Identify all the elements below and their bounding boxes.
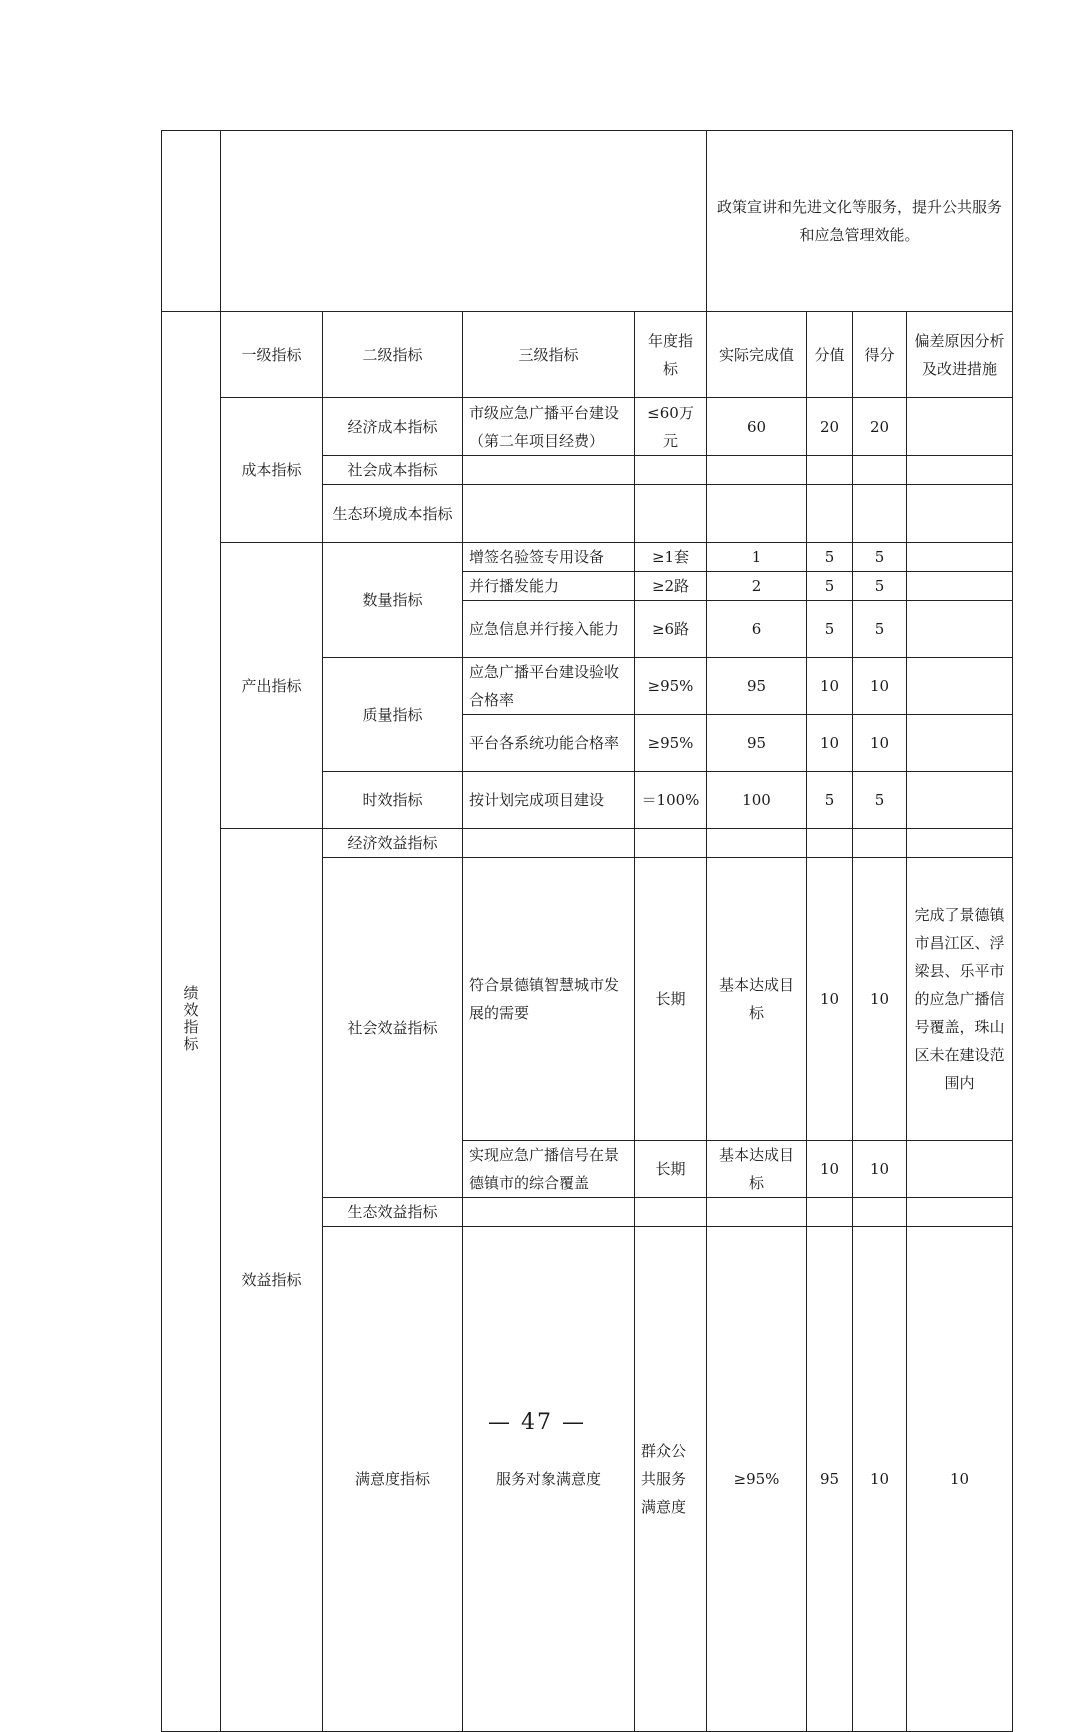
actual-value: 1 xyxy=(707,543,807,572)
blank-cell xyxy=(807,485,853,543)
level3-label: 并行播发能力 xyxy=(463,572,635,601)
blank-cell xyxy=(635,456,707,485)
level3-label: 符合景德镇智慧城市发展的需要 xyxy=(463,858,635,1141)
blank-cell xyxy=(463,829,635,858)
actual-value: 60 xyxy=(707,398,807,456)
deviation-cell xyxy=(907,1141,1013,1198)
blank-cell xyxy=(853,485,907,543)
score-got: 10 xyxy=(853,1141,907,1198)
level2-label: 生态效益指标 xyxy=(323,1198,463,1227)
level3-label: 增签名验签专用设备 xyxy=(463,543,635,572)
blank-cell xyxy=(907,829,1013,858)
actual-value: 95 xyxy=(807,1227,853,1732)
score-got: 5 xyxy=(853,772,907,829)
level2-label: 社会效益指标 xyxy=(323,858,463,1198)
annual-target: ≥1套 xyxy=(635,543,707,572)
deviation-cell xyxy=(907,715,1013,772)
score-got: 5 xyxy=(853,572,907,601)
level2-label: 经济成本指标 xyxy=(323,398,463,456)
policy-text: 政策宣讲和先进文化等服务，提升公共服务和应急管理效能。 xyxy=(707,131,1013,312)
annual-target: ≥95% xyxy=(635,715,707,772)
blank-cell xyxy=(807,1198,853,1227)
blank-cell xyxy=(635,829,707,858)
level3-label: 市级应急广播平台建设（第二年项目经费） xyxy=(463,398,635,456)
actual-value: 2 xyxy=(707,572,807,601)
deviation-cell xyxy=(907,572,1013,601)
level1-cost: 成本指标 xyxy=(221,398,323,543)
blank-cell xyxy=(707,456,807,485)
annual-target: 长期 xyxy=(635,1141,707,1198)
level2-label: 服务对象满意度 xyxy=(463,1227,635,1732)
score-value: 10 xyxy=(853,1227,907,1732)
level3-label: 平台各系统功能合格率 xyxy=(463,715,635,772)
section-label: 绩效指标 xyxy=(183,984,199,1053)
level1-satisfaction: 满意度指标 xyxy=(323,1227,463,1732)
score-got: 5 xyxy=(853,543,907,572)
score-value: 20 xyxy=(807,398,853,456)
annual-target: ≥95% xyxy=(707,1227,807,1732)
blank-cell xyxy=(807,456,853,485)
level2-label: 数量指标 xyxy=(323,543,463,658)
blank-cell xyxy=(853,829,907,858)
actual-value: 基本达成目标 xyxy=(707,1141,807,1198)
blank-cell xyxy=(907,456,1013,485)
actual-value: 95 xyxy=(707,658,807,715)
performance-table xyxy=(161,130,1013,1732)
header-deviation: 偏差原因分析及改进措施 xyxy=(907,312,1013,398)
blank-cell xyxy=(907,1198,1013,1227)
annual-target: ＝100% xyxy=(635,772,707,829)
level3-label: 实现应急广播信号在景德镇市的综合覆盖 xyxy=(463,1141,635,1198)
blank-cell xyxy=(807,829,853,858)
score-value: 5 xyxy=(807,543,853,572)
blank-cell xyxy=(162,131,221,312)
deviation-remark: 完成了景德镇市昌江区、浮梁县、乐平市的应急广播信号覆盖，珠山区未在建设范围内 xyxy=(907,858,1013,1141)
level2-label: 社会成本指标 xyxy=(323,456,463,485)
actual-value: 100 xyxy=(707,772,807,829)
score-value: 5 xyxy=(807,772,853,829)
actual-value: 95 xyxy=(707,715,807,772)
level2-label: 生态环境成本指标 xyxy=(323,485,463,543)
blank-cell xyxy=(635,485,707,543)
blank-cell xyxy=(463,485,635,543)
blank-cell xyxy=(907,485,1013,543)
blank-cell xyxy=(707,1198,807,1227)
header-score-got: 得分 xyxy=(853,312,907,398)
score-got: 10 xyxy=(853,658,907,715)
level3-label: 应急信息并行接入能力 xyxy=(463,601,635,658)
actual-value: 6 xyxy=(707,601,807,658)
blank-cell xyxy=(463,456,635,485)
score-got: 10 xyxy=(853,858,907,1141)
blank-cell xyxy=(221,131,707,312)
level2-label: 经济效益指标 xyxy=(323,829,463,858)
blank-cell xyxy=(707,829,807,858)
header-level1: 一级指标 xyxy=(221,312,323,398)
section-label-cell xyxy=(162,312,221,1732)
header-level2: 二级指标 xyxy=(323,312,463,398)
score-value: 5 xyxy=(807,572,853,601)
blank-cell xyxy=(853,456,907,485)
score-got: 5 xyxy=(853,601,907,658)
annual-target: ≥6路 xyxy=(635,601,707,658)
annual-target: ≥95% xyxy=(635,658,707,715)
deviation-cell xyxy=(907,601,1013,658)
annual-target: 长期 xyxy=(635,858,707,1141)
level1-output: 产出指标 xyxy=(221,543,323,829)
blank-cell xyxy=(853,1198,907,1227)
blank-cell xyxy=(463,1198,635,1227)
level3-label: 按计划完成项目建设 xyxy=(463,772,635,829)
score-got: 20 xyxy=(853,398,907,456)
level1-benefit: 效益指标 xyxy=(221,829,323,1732)
score-value: 10 xyxy=(807,858,853,1141)
actual-value: 基本达成目标 xyxy=(707,858,807,1141)
score-got: 10 xyxy=(907,1227,1013,1732)
score-got: 10 xyxy=(853,715,907,772)
header-actual: 实际完成值 xyxy=(707,312,807,398)
deviation-cell xyxy=(907,398,1013,456)
level3-label: 应急广播平台建设验收合格率 xyxy=(463,658,635,715)
level2-label: 质量指标 xyxy=(323,658,463,772)
blank-cell xyxy=(635,1198,707,1227)
blank-cell xyxy=(707,485,807,543)
deviation-cell xyxy=(907,543,1013,572)
page-number: — 47 — xyxy=(488,1410,586,1435)
annual-target: ≤60万元 xyxy=(635,398,707,456)
score-value: 5 xyxy=(807,601,853,658)
header-score-value: 分值 xyxy=(807,312,853,398)
score-value: 10 xyxy=(807,1141,853,1198)
header-annual: 年度指标 xyxy=(635,312,707,398)
annual-target: ≥2路 xyxy=(635,572,707,601)
level2-label: 时效指标 xyxy=(323,772,463,829)
score-value: 10 xyxy=(807,658,853,715)
level3-label: 群众公共服务满意度 xyxy=(635,1227,707,1732)
deviation-cell xyxy=(907,658,1013,715)
deviation-cell xyxy=(907,772,1013,829)
score-value: 10 xyxy=(807,715,853,772)
header-level3: 三级指标 xyxy=(463,312,635,398)
